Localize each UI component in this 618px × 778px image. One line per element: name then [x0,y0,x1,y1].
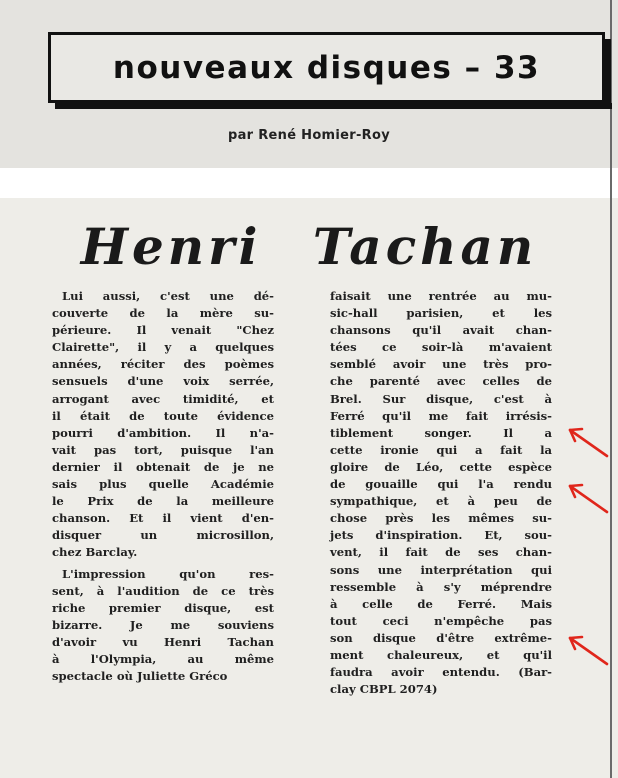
text-line: tées ce soir-là m'avaient [330,340,552,355]
text-line: sensuels d'une voix serrée, [52,374,274,389]
text-line: à l'Olympia, au même [52,651,274,666]
text-line: années, réciter des poèmes [52,357,274,372]
byline: par René Homier-Roy [228,128,390,143]
text-line: chanson. Et il vient d'en- [52,511,274,526]
text-line: tout ceci n'empêche pas [330,613,552,628]
page-gap [0,168,618,198]
text-line: Brel. Sur disque, c'est à [330,391,552,406]
text-line: bizarre. Je me souviens [52,617,274,632]
text-line: Ferré qu'il me fait irrésis- [330,408,552,423]
red-arrow-icon [560,630,612,670]
text-line: dernier il obtenait de je ne [52,459,274,474]
text-line: spectacle où Juliette Gréco [52,669,228,684]
text-line: disquer un microsillon, [52,528,274,543]
text-line: de gouaille qui l'a rendu [330,477,552,492]
text-line: semblé avoir une très pro- [330,357,552,372]
article-column-right [330,288,552,698]
text-line: sic-hall parisien, et les [330,306,552,321]
text-line: gloire de Léo, cette espèce [330,459,552,474]
text-line: sent, à l'audition de ce très [52,583,274,598]
title-box-shadow [605,39,611,107]
text-line: sais plus quelle Académie [52,477,274,492]
text-line: le Prix de la meilleure [52,494,274,509]
text-line: périeure. Il venait "Chez [52,323,274,338]
text-line: arrogant avec timidité, et [52,391,274,406]
section-title-box [48,32,605,103]
red-arrow-icon [560,422,612,462]
article-column-left [52,288,274,685]
text-line: ressemble à s'y méprendre [330,579,552,594]
text-line: sympathique, et à peu de [330,494,552,509]
text-line: tiblement songer. Il a [330,425,552,440]
text-line: faudra avoir entendu. (Bar- [330,665,552,680]
text-line: chez Barclay. [52,545,138,560]
title-box-shadow [55,103,612,109]
section-title: nouveaux disques – 33 [112,49,541,86]
text-line: chose près les mêmes su- [330,511,552,526]
text-line: riche premier disque, est [52,600,274,615]
text-line: faisait une rentrée au mu- [330,289,552,303]
red-arrow-icon [560,478,612,518]
text-line: pourri d'ambition. Il n'a- [52,425,274,440]
text-line: à celle de Ferré. Mais [330,596,552,611]
text-line: son disque d'être extrême- [330,630,552,645]
text-line: il était de toute évidence [52,408,274,423]
text-line: vent, il fait de ses chan- [330,545,552,560]
text-line: clay CBPL 2074) [330,682,438,697]
text-line: couverte de la mère su- [52,306,274,321]
article-headline: Henri Tachan [80,217,538,276]
text-line: L'impression qu'on res- [62,566,274,581]
text-line: Lui aussi, c'est une dé- [62,289,274,303]
text-line: vait pas tort, puisque l'an [52,442,274,457]
text-line: cette ironie qui a fait la [330,442,552,457]
text-line: d'avoir vu Henri Tachan [52,634,274,649]
text-line: Clairette", il y a quelques [52,340,274,355]
text-line: jets d'inspiration. Et, sou- [330,528,552,543]
text-line: chansons qu'il avait chan- [330,323,552,338]
text-line: ment chaleureux, et qu'il [330,647,552,662]
text-line: sons une interprétation qui [330,562,552,577]
text-line: che parenté avec celles de [330,374,552,389]
